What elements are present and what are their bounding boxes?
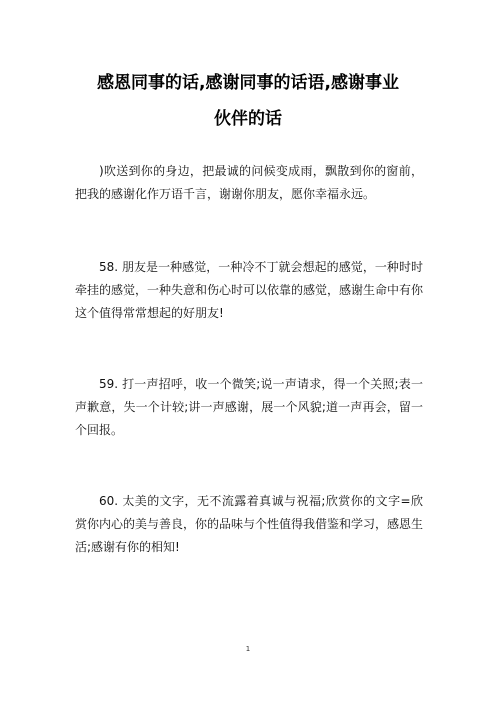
document-title-line-2: 伙伴的话 <box>214 109 282 129</box>
document-title-line-1: 感恩同事的话,感谢同事的话语,感谢事业 <box>97 73 399 93</box>
paragraph-4: 60. 太美的文字，无不流露着真诚与祝福;欣赏你的文字=欣赏你内心的美与善良，你的品味与个性值得我借鉴和学习，感恩生活;感谢有你的相知! <box>75 494 424 554</box>
paragraph-3: 59. 打一声招呼，收一个微笑;说一声请求，得一个关照;表一声歉意，失一个计较;讲一声感谢，展一个风貌;道一声再会，留一个回报。 <box>75 377 423 437</box>
paragraph-2: 58. 朋友是一种感觉，一种冷不丁就会想起的感觉，一种时时牵挂的感觉，一种失意和伤心时可以依靠的感觉，感谢生命中有你这个值得常常想起的好朋友! <box>75 260 424 320</box>
page-number: 1 <box>245 645 251 653</box>
paragraph-1: )吹送到你的身边，把最诚的问候变成雨，飘散到你的窗前，把我的感谢化作万语千言，谢谢你朋友，愿你幸福永远。 <box>75 164 423 201</box>
